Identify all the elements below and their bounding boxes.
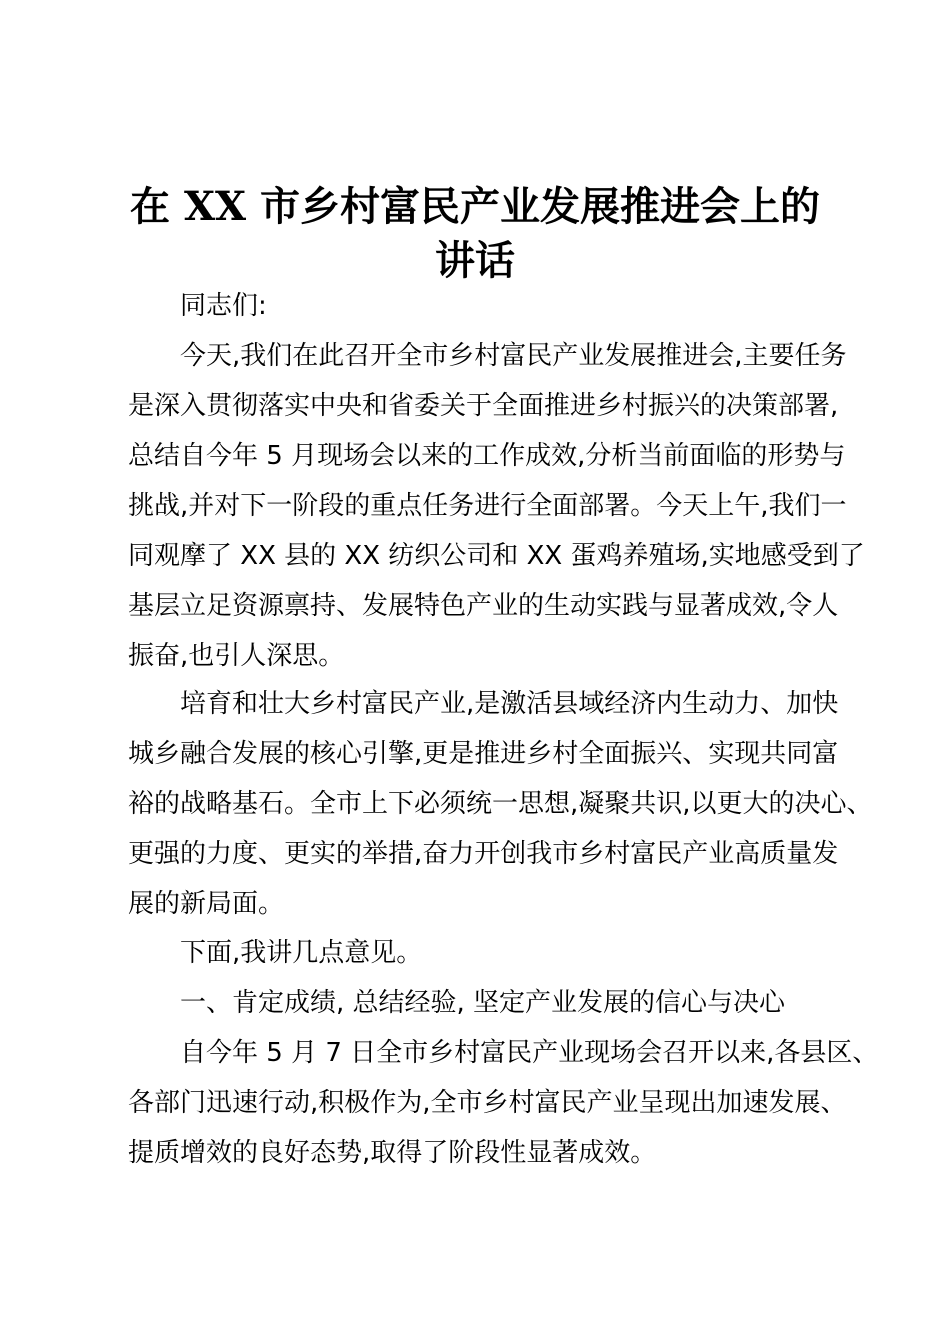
paragraph-line: 提质增效的良好态势,取得了阶段性显著成效。 <box>128 1138 657 1168</box>
salutation: 同志们: <box>180 291 267 321</box>
paragraph-line: 裕的战略基石。全市上下必须统一思想,凝聚共识,以更大的决心、 <box>128 789 873 819</box>
document-title-line-2: 讲话 <box>435 237 515 284</box>
paragraph-line: 城乡融合发展的核心引擎,更是推进乡村全面振兴、实现共同富 <box>128 739 839 769</box>
paragraph-line: 振奋,也引人深思。 <box>128 641 345 671</box>
paragraph-line: 总结自今年 5 月现场会以来的工作成效,分析当前面临的形势与 <box>128 441 846 471</box>
paragraph-line: 今天,我们在此召开全市乡村富民产业发展推进会,主要任务 <box>180 341 847 371</box>
paragraph-line: 各部门迅速行动,积极作为,全市乡村富民产业呈现出加速发展、 <box>128 1088 847 1118</box>
document-title-line-1: 在 XX 市乡村富民产业发展推进会上的 <box>130 183 820 230</box>
paragraph-line: 自今年 5 月 7 日全市乡村富民产业现场会召开以来,各县区、 <box>180 1038 879 1068</box>
paragraph-line: 培育和壮大乡村富民产业,是激活县域经济内生动力、加快 <box>180 689 839 719</box>
paragraph-line: 挑战,并对下一阶段的重点任务进行全面部署。今天上午,我们一 <box>128 491 847 521</box>
paragraph-line: 同观摩了 XX 县的 XX 纺织公司和 XX 蛋鸡养殖场,实地感受到了 <box>128 541 865 571</box>
section-heading: 一、肯定成绩, 总结经验, 坚定产业发展的信心与决心 <box>180 988 786 1018</box>
paragraph-line: 更强的力度、更实的举措,奋力开创我市乡村富民产业高质量发 <box>128 839 839 869</box>
paragraph-line: 下面,我讲几点意见。 <box>180 938 423 968</box>
paragraph-line: 基层立足资源禀持、发展特色产业的生动实践与显著成效,令人 <box>128 591 839 621</box>
paragraph-line: 是深入贯彻落实中央和省委关于全面推进乡村振兴的决策部署, <box>128 391 839 421</box>
paragraph-line: 展的新局面。 <box>128 889 285 919</box>
